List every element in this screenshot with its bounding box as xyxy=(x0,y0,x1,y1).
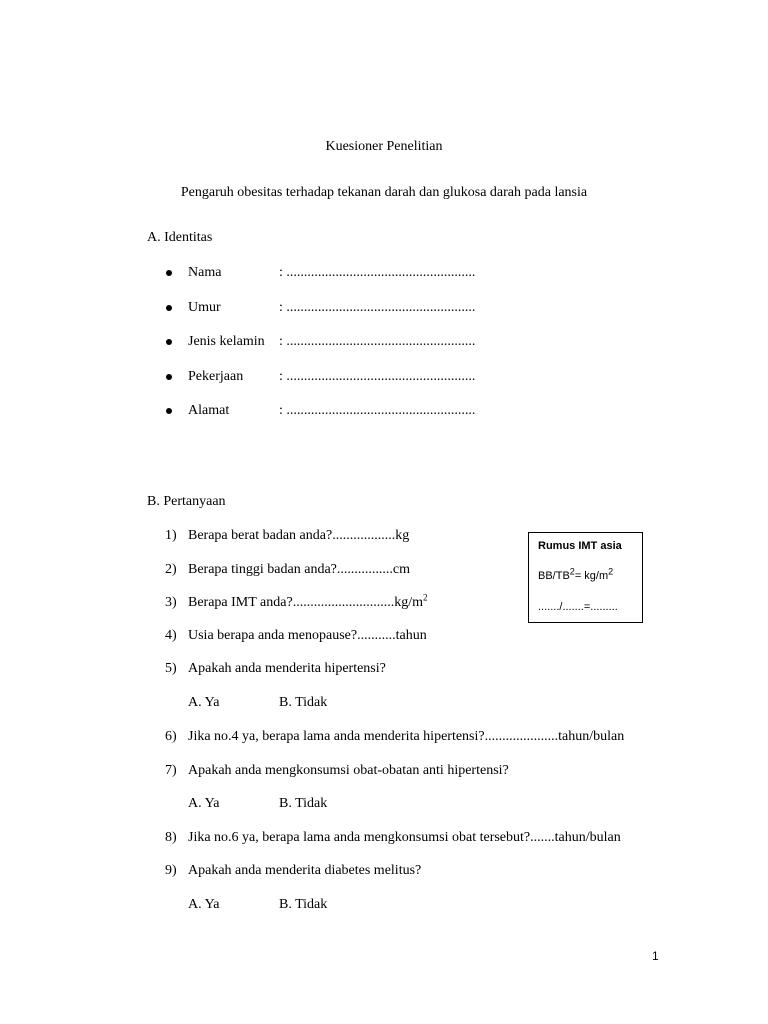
question-number: 8) xyxy=(165,830,177,845)
option-tidak: B. Tidak xyxy=(279,897,328,912)
imt-formula-part: BB/TB xyxy=(538,570,570,582)
field-label: Alamat xyxy=(188,403,230,418)
option-ya: A. Ya xyxy=(188,695,220,710)
imt-formula-part: = kg/m xyxy=(574,570,609,582)
question-text: Berapa berat badan anda?..................kg xyxy=(188,528,410,543)
question-text-main: Berapa IMT anda?.............................kg/m xyxy=(188,595,423,610)
question-text: Apakah anda mengkonsumsi obat-obatan anti hipertensi? xyxy=(188,763,509,778)
field-label: Jenis kelamin xyxy=(188,334,265,349)
question-text: Jika no.4 ya, berapa lama anda menderita hipertensi?.....................tahun/bulan xyxy=(188,729,625,744)
option-ya: A. Ya xyxy=(188,897,220,912)
question-text: Apakah anda menderita hipertensi? xyxy=(188,661,386,676)
field-value: : ...................................................... xyxy=(279,334,476,349)
section-b-heading: B. Pertanyaan xyxy=(147,494,226,509)
document-subtitle: Pengaruh obesitas terhadap tekanan darah dan glukosa darah pada lansia xyxy=(180,185,588,200)
bullet-icon xyxy=(166,270,172,276)
question-text: Jika no.6 ya, berapa lama anda mengkonsumsi obat tersebut?.......tahun/bulan xyxy=(188,830,621,845)
field-value: : ...................................................... xyxy=(279,265,476,280)
imt-box-title: Rumus IMT asia xyxy=(538,540,622,552)
question-number: 6) xyxy=(165,729,177,744)
question-number: 1) xyxy=(165,528,177,543)
question-number: 7) xyxy=(165,763,177,778)
imt-formula xyxy=(538,566,614,583)
question-number: 3) xyxy=(165,595,177,610)
field-label: Pekerjaan xyxy=(188,369,244,384)
option-ya: A. Ya xyxy=(188,796,220,811)
bullet-icon xyxy=(166,374,172,380)
question-number: 2) xyxy=(165,562,177,577)
question-text: Usia berapa anda menopause?...........tahun xyxy=(188,628,427,643)
page-number: 1 xyxy=(652,949,659,963)
field-label: Nama xyxy=(188,265,222,280)
superscript: 2 xyxy=(608,566,614,577)
question-number: 9) xyxy=(165,863,177,878)
bullet-icon xyxy=(166,339,172,345)
question-number: 4) xyxy=(165,628,177,643)
field-value: : ...................................................... xyxy=(279,300,476,315)
imt-calculation: ......./.......=......... xyxy=(538,601,618,613)
bullet-icon xyxy=(166,305,172,311)
field-value: : ...................................................... xyxy=(279,369,476,384)
option-tidak: B. Tidak xyxy=(279,695,328,710)
superscript: 2 xyxy=(422,592,428,603)
question-text xyxy=(188,592,428,611)
imt-formula-box xyxy=(528,532,643,623)
question-text: Apakah anda menderita diabetes melitus? xyxy=(188,863,422,878)
document-title: Kuesioner Penelitian xyxy=(325,139,443,154)
question-number: 5) xyxy=(165,661,177,676)
bullet-icon xyxy=(166,408,172,414)
question-text: Berapa tinggi badan anda?................cm xyxy=(188,562,410,577)
section-a-heading: A. Identitas xyxy=(147,230,213,245)
field-value: : ...................................................... xyxy=(279,403,476,418)
field-label: Umur xyxy=(188,300,221,315)
superscript: 2 xyxy=(569,566,575,577)
option-tidak: B. Tidak xyxy=(279,796,328,811)
